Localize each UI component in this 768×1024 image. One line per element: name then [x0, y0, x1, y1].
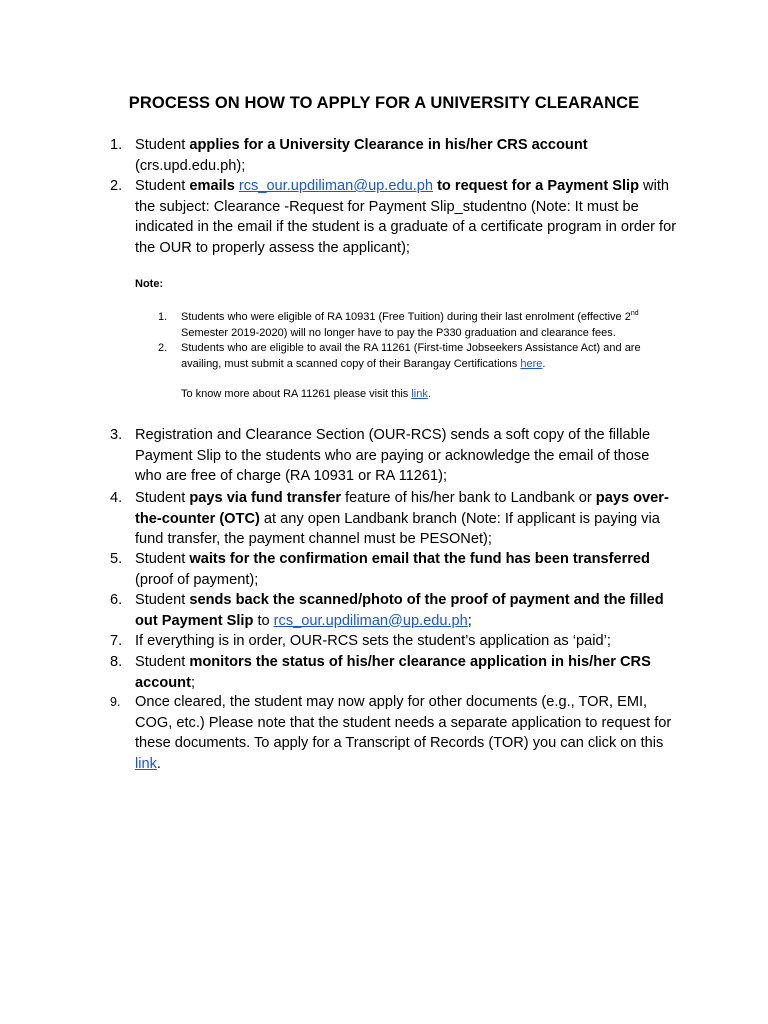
- step-bold-text: pays via fund transfer: [189, 490, 342, 506]
- list-number: 5.: [110, 551, 123, 567]
- note-text: Students who were eligible of RA 10931 (Free Tuition) during their last enrolment (effective 2: [181, 311, 631, 323]
- note-text: Semester 2019-2020) will no longer have to pay the P330 graduation and clearance fees.: [181, 326, 616, 339]
- list-number: 2.: [158, 342, 168, 354]
- page-title: PROCESS ON HOW TO APPLY FOR A UNIVERSITY CLEARANCE: [128, 94, 640, 112]
- step-text: Once cleared, the student may now apply for other documents (e.g., TOR, EMI, COG, etc.) Please note that the student needs a separate application to request for these documents. To apply for a Transcript of Records (TOR) you can click on this: [135, 694, 672, 752]
- step-text: ;: [467, 612, 472, 629]
- step-text: If everything is in order, OUR-RCS sets the student’s application as ‘paid’;: [135, 633, 611, 649]
- step-text: ;: [190, 674, 196, 691]
- step-bold-text: waits for the confirmation email that the fund has been transferred: [189, 551, 650, 567]
- tor-link[interactable]: link: [135, 755, 157, 772]
- ra11261-info: [181, 388, 431, 400]
- note-text: .: [542, 357, 546, 370]
- list-item-step-5: [110, 549, 680, 590]
- step-text: at any open Landbank branch (Note: If applicant is paying via fund transfer, the payment channel must be PESONet);: [135, 510, 660, 548]
- here-link[interactable]: here: [520, 357, 543, 370]
- email-link[interactable]: rcs_our.updiliman@up.edu.ph: [238, 178, 433, 194]
- step-bold-text: emails: [189, 178, 235, 194]
- step-text: Student: [135, 137, 190, 153]
- step-text: Student: [135, 490, 190, 506]
- list-number: 3.: [110, 427, 123, 443]
- note-heading: Note:: [135, 278, 164, 290]
- step-bold-text: sends back the scanned/photo of the proof of payment and the filled out Payment Slip: [135, 592, 664, 629]
- step-text: Student: [135, 654, 190, 670]
- list-item-step-3: [110, 425, 680, 487]
- step-text: (proof of payment);: [135, 571, 259, 588]
- list-number: 9.: [110, 695, 121, 709]
- step-text: Student: [135, 592, 190, 608]
- step-text: feature of his/her bank to Landbank or: [341, 490, 596, 506]
- list-number: 4.: [110, 490, 123, 506]
- note-text: Students who are eligible to avail the RA 11261 (First-time Jobseekers Assistance Act) and are availing, must submit a scanned copy of their Barangay Certifications: [181, 342, 641, 370]
- step-text: Registration and Clearance Section (OUR-RCS) sends a soft copy of the fillable Payment Slip to the students who are paying or acknowledge the email of those who are free of charge (RA 10931 or RA 11261);: [135, 427, 651, 485]
- list-number: 2.: [110, 178, 123, 194]
- step-bold-text: pays over-the-counter (OTC): [135, 490, 669, 527]
- list-number: 8.: [110, 654, 123, 670]
- step-bold-text: monitors the status of his/her clearance application in his/her CRS account: [135, 654, 651, 691]
- list-number: 1.: [158, 311, 168, 323]
- list-item-step-7: [110, 631, 680, 652]
- note-item-2: [158, 341, 678, 372]
- list-number: 1.: [110, 137, 123, 153]
- list-item-step-8: [110, 652, 680, 693]
- ra11261-link[interactable]: link: [411, 388, 428, 400]
- note-text: .: [427, 388, 431, 400]
- list-number: 6.: [110, 592, 123, 608]
- step-bold-text: applies for a University Clearance in his/her CRS account: [189, 137, 588, 153]
- superscript: nd: [630, 310, 639, 317]
- list-item-step-2: [110, 176, 680, 258]
- step-bold-text: to request for a Payment Slip: [437, 178, 639, 194]
- list-item-step-6: [110, 590, 680, 631]
- list-number: 7.: [110, 633, 123, 649]
- note-item-1: [158, 310, 678, 341]
- list-item-step-4: [110, 488, 680, 550]
- note-text: To know more about RA 11261 please visit this: [181, 388, 412, 400]
- list-item-step-9: [110, 692, 680, 774]
- email-link[interactable]: rcs_our.updiliman@up.edu.ph: [273, 612, 468, 629]
- step-text: with the subject: Clearance -Request for Payment Slip_studentno (Note: It must be indicated in the email if the student is a graduate of a certificate program in order for the OUR to properly assess the applicant);: [135, 178, 677, 256]
- step-text: .: [156, 755, 161, 772]
- step-text: to: [253, 612, 274, 629]
- step-text: Student: [135, 178, 190, 194]
- list-item-step-1: [110, 135, 680, 176]
- step-text: Student: [135, 551, 190, 567]
- step-text: (crs.upd.edu.ph);: [135, 157, 246, 174]
